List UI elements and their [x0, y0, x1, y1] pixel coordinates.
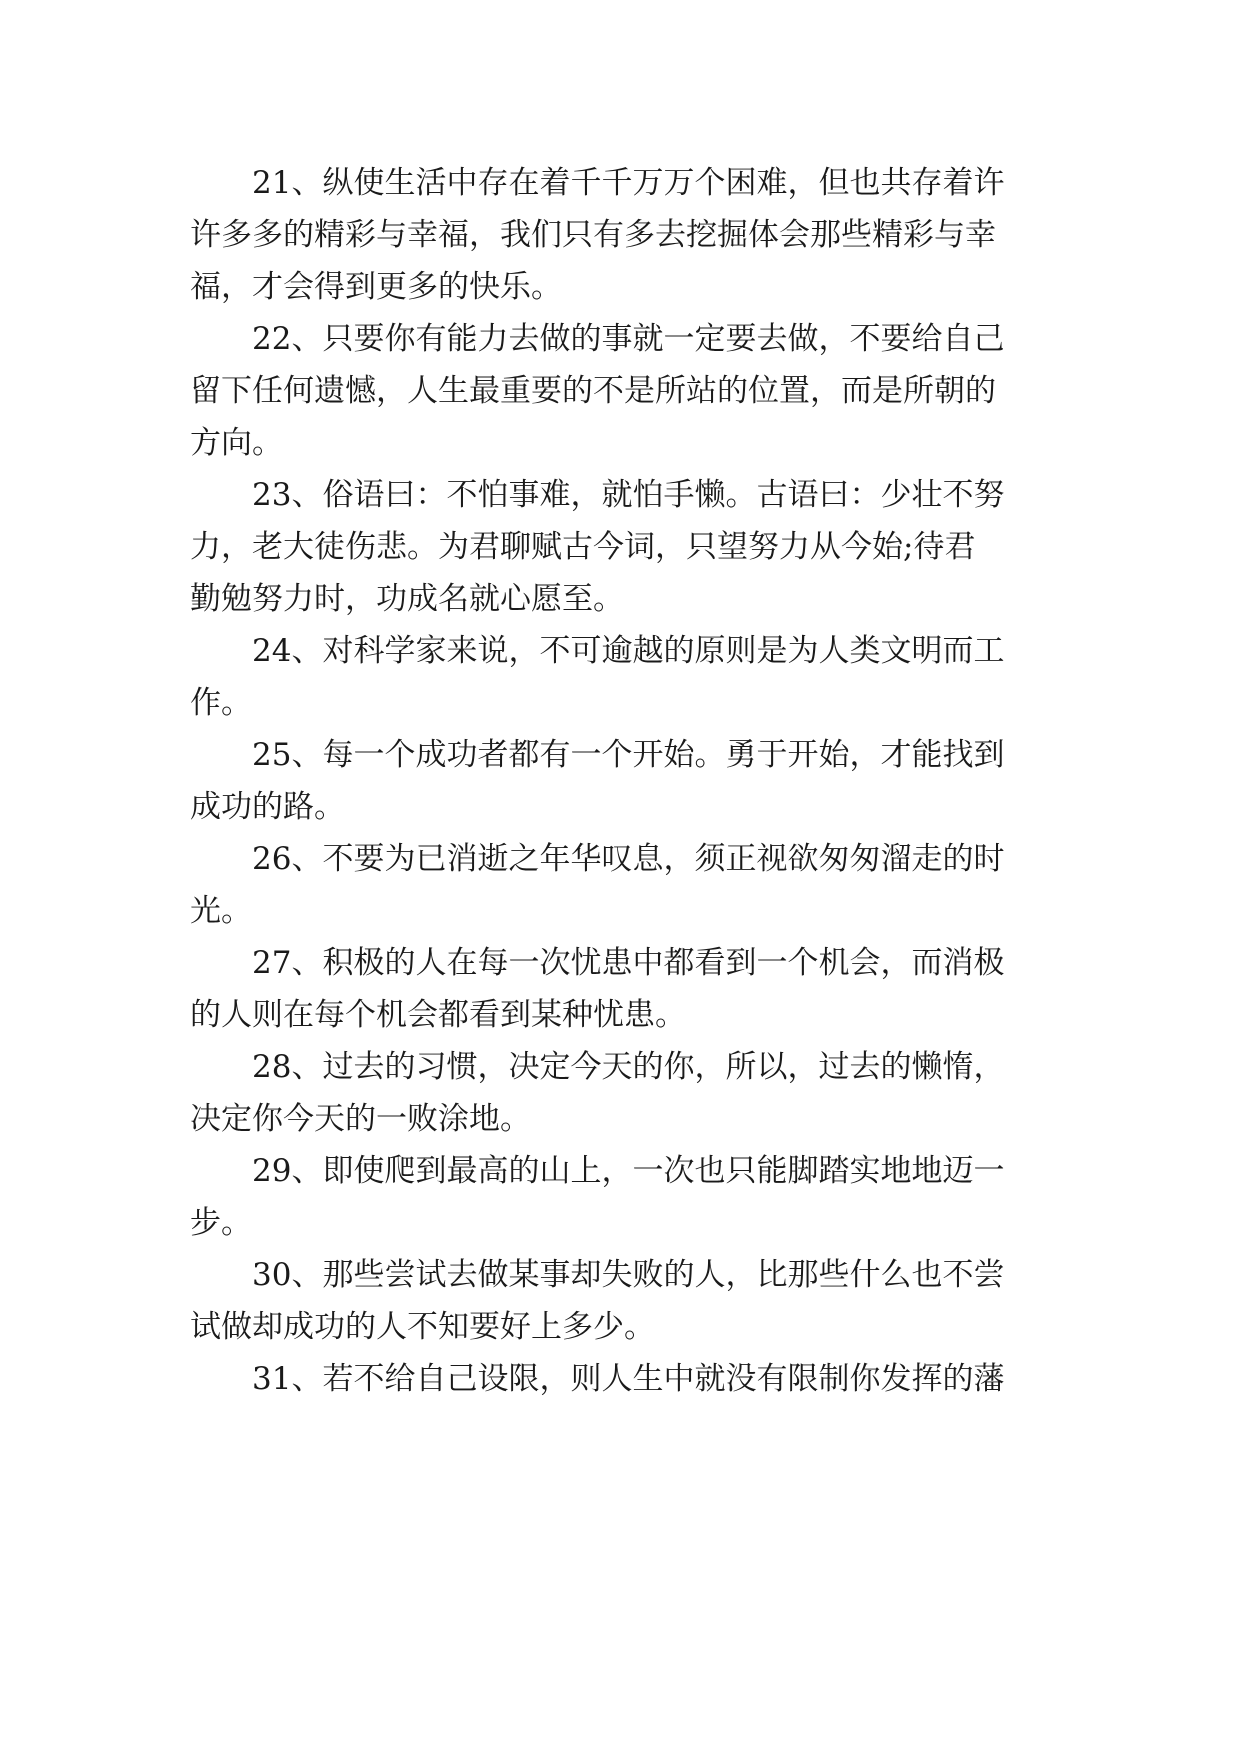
- text-line: 许多多的精彩与幸福，我们只有多去挖掘体会那些精彩与幸: [190, 217, 996, 253]
- text-line: 勤勉努力时，功成名就心愿至。: [190, 581, 624, 617]
- text-line: 30、那些尝试去做某事却失败的人，比那些什么也不尝: [252, 1257, 1005, 1293]
- text-line: 福，才会得到更多的快乐。: [190, 269, 562, 305]
- text-line: 23、俗语曰：不怕事难，就怕手懒。古语曰：少壮不努: [252, 477, 1005, 513]
- text-line: 留下任何遗憾，人生最重要的不是所站的位置，而是所朝的: [190, 373, 996, 409]
- text-line: 21、纵使生活中存在着千千万万个困难，但也共存着许: [252, 165, 1005, 201]
- text-line: 作。: [190, 685, 252, 721]
- text-line: 31、若不给自己设限，则人生中就没有限制你发挥的藩: [252, 1361, 1005, 1397]
- text-line: 28、过去的习惯，决定今天的你，所以，过去的懒惰，: [252, 1049, 1005, 1085]
- text-line: 方向。: [190, 425, 283, 461]
- text-line: 试做却成功的人不知要好上多少。: [190, 1309, 655, 1345]
- text-line: 决定你今天的一败涂地。: [190, 1101, 531, 1137]
- text-line: 成功的路。: [190, 789, 345, 825]
- text-line: 光。: [190, 893, 252, 929]
- text-line: 力，老大徒伤悲。为君聊赋古今词，只望努力从今始;待君: [190, 529, 976, 565]
- text-line: 27、积极的人在每一次忧患中都看到一个机会，而消极: [252, 945, 1005, 981]
- text-line: 26、不要为已消逝之年华叹息，须正视欲匆匆溜走的时: [252, 841, 1005, 877]
- text-line: 29、即使爬到最高的山上，一次也只能脚踏实地地迈一: [252, 1153, 1005, 1189]
- text-line: 25、每一个成功者都有一个开始。勇于开始，才能找到: [252, 737, 1005, 773]
- text-line: 22、只要你有能力去做的事就一定要去做，不要给自己: [252, 321, 1005, 357]
- text-line: 的人则在每个机会都看到某种忧患。: [190, 997, 686, 1033]
- text-line: 步。: [190, 1205, 252, 1241]
- text-line: 24、对科学家来说，不可逾越的原则是为人类文明而工: [252, 633, 1005, 669]
